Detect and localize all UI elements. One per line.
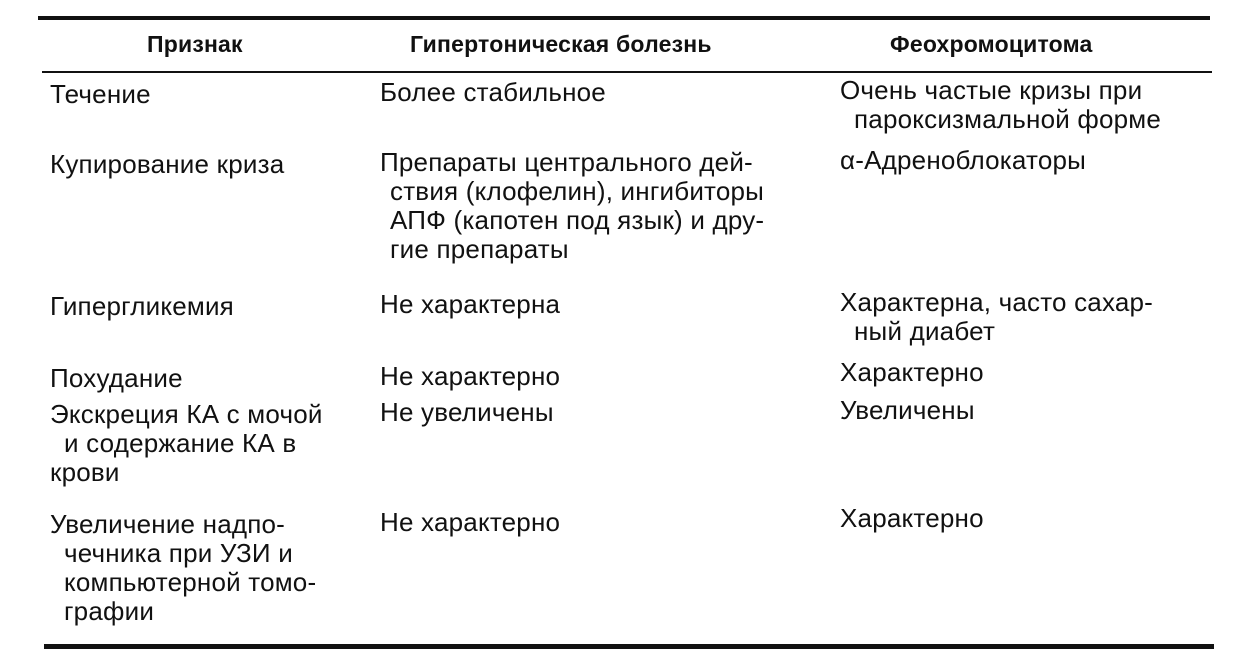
cell-line: Гипергликемия — [50, 291, 234, 321]
cell-line: Течение — [50, 79, 151, 109]
row-adrenal-enlargement-feature — [50, 510, 370, 626]
header-feature: Признак — [147, 31, 243, 57]
cell-line: Характерна, часто сахар- — [840, 287, 1154, 317]
row-catecholamines-pheochromocytoma — [840, 396, 1210, 425]
row-crisis-relief-feature — [50, 150, 370, 179]
cell-line: Характерно — [840, 503, 984, 533]
cell-line: Экскреция КА с мочой — [50, 399, 323, 429]
cell-line: ствия (клофелин), ингибиторы — [390, 176, 765, 206]
cell-line: гие препараты — [390, 234, 569, 264]
row-course-feature — [50, 80, 370, 109]
cell-line: компьютерной томо- — [64, 567, 317, 597]
cell-line: АПФ (капотен под язык) и дру- — [390, 205, 765, 235]
row-hyperglycemia-feature — [50, 292, 370, 321]
cell-line: и содержание КА в — [64, 428, 297, 458]
row-catecholamines-feature — [50, 400, 370, 487]
cell-line: чечника при УЗИ и — [64, 538, 293, 568]
cell-line: Не характерно — [380, 507, 561, 537]
cell-line: ный диабет — [854, 316, 996, 346]
cell-line: Похудание — [50, 363, 183, 393]
header-pheochromocytoma: Феохромоцитома — [890, 31, 1093, 57]
row-adrenal-enlargement-hypertension — [380, 508, 820, 537]
cell-line: Характерно — [840, 357, 984, 387]
cell-line: графии — [64, 596, 155, 626]
cell-line: Не увеличены — [380, 397, 554, 427]
cell-line: α-Адреноблокаторы — [840, 145, 1087, 175]
row-course-pheochromocytoma — [840, 76, 1210, 134]
row-hyperglycemia-pheochromocytoma — [840, 288, 1210, 346]
row-crisis-relief-hypertension — [380, 148, 820, 264]
cell-line: крови — [50, 457, 120, 487]
row-weight-loss-hypertension — [380, 362, 820, 391]
cell-line: Купирование криза — [50, 149, 285, 179]
cell-line: пароксизмальной форме — [854, 104, 1162, 134]
table-bottom-rule — [44, 644, 1214, 649]
cell-line: Препараты центрального дей- — [380, 147, 753, 177]
row-weight-loss-pheochromocytoma — [840, 358, 1210, 387]
table-header-rule — [42, 71, 1212, 73]
row-course-hypertension — [380, 78, 820, 107]
row-crisis-relief-pheochromocytoma — [840, 146, 1210, 175]
cell-line: Более стабильное — [380, 77, 606, 107]
cell-line: Не характерна — [380, 289, 561, 319]
row-weight-loss-feature — [50, 364, 370, 393]
row-adrenal-enlargement-pheochromocytoma — [840, 504, 1210, 533]
header-hypertension: Гипертоническая болезнь — [410, 31, 712, 57]
cell-line: Не характерно — [380, 361, 561, 391]
row-catecholamines-hypertension — [380, 398, 820, 427]
cell-line: Увеличены — [840, 395, 975, 425]
table-top-rule — [38, 16, 1210, 20]
cell-line: Увеличение надпо- — [50, 509, 286, 539]
cell-line: Очень частые кризы при — [840, 75, 1143, 105]
row-hyperglycemia-hypertension — [380, 290, 820, 319]
